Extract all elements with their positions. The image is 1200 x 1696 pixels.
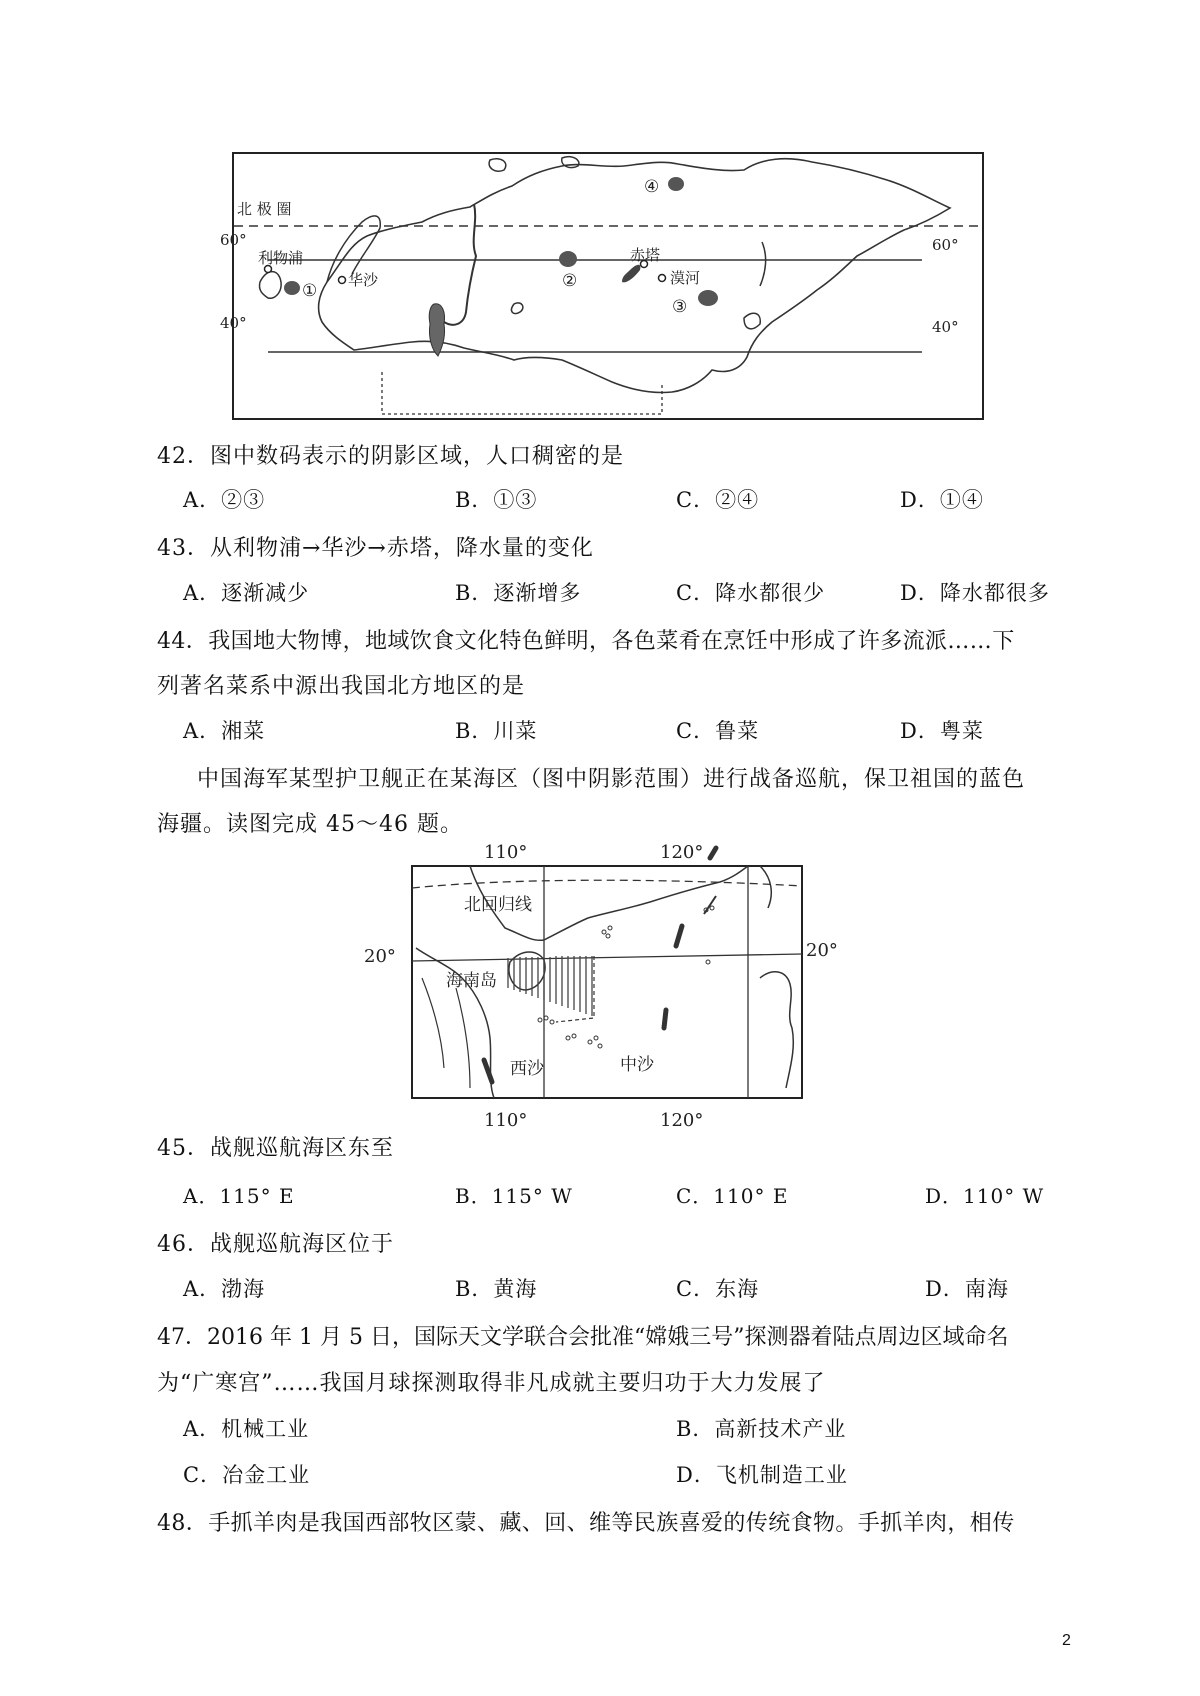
xisha-label: 西沙 [510, 1059, 544, 1079]
question-42-stem: 42．图中数码表示的阴影区域，人口稠密的是 [157, 444, 624, 469]
question-47-line2: 为“广寒宫”……我国月球探测取得非凡成就主要归功于大力发展了 [157, 1371, 826, 1396]
q46-option-c[interactable]: C．东海 [676, 1277, 760, 1301]
region-2-shade [559, 251, 577, 267]
lat40-left-label: 40° [220, 314, 247, 332]
q43-option-b[interactable]: B．逐渐增多 [455, 581, 582, 605]
q45-option-d[interactable]: D．110° W [925, 1184, 1045, 1208]
warsaw-marker [339, 277, 346, 284]
mohe-marker [659, 275, 666, 282]
mohe-label: 漠河 [670, 269, 701, 287]
question-45-stem: 45．战舰巡航海区东至 [157, 1136, 394, 1161]
q46-option-d[interactable]: D．南海 [925, 1277, 1009, 1301]
left-20-label: 20° [364, 946, 396, 967]
lat40-right-label: 40° [932, 318, 959, 336]
top-120-label: 120° [660, 842, 704, 863]
region-2-label: ② [562, 271, 578, 291]
q42-option-d[interactable]: D．①④ [900, 488, 984, 512]
question-43-stem: 43．从利物浦→华沙→赤塔，降水量的变化 [157, 536, 594, 561]
question-47-line1: 47．2016 年 1 月 5 日，国际天文学联合会批准“嫦娥三号”探测器着陆点周边区域命名 [157, 1325, 1009, 1350]
q45-option-b[interactable]: B．115° W [455, 1184, 573, 1208]
region-3-label: ③ [672, 297, 688, 317]
arctic-circle-label: 北 极 圈 [237, 200, 292, 218]
page-number: 2 [1062, 1632, 1071, 1649]
q42-option-b[interactable]: B．①③ [455, 488, 538, 512]
question-48-line1: 48．手抓羊肉是我国西部牧区蒙、藏、回、维等民族喜爱的传统食物。手抓羊肉，相传 [157, 1511, 1015, 1536]
q46-option-b[interactable]: B．黄海 [455, 1277, 538, 1301]
q47-option-d[interactable]: D．飞机制造工业 [676, 1463, 848, 1487]
warsaw-label: 华沙 [348, 271, 379, 289]
tropic-label: 北回归线 [464, 895, 532, 915]
intro-45-46-line2: 海疆。读图完成 45～46 题。 [157, 812, 463, 837]
right-20-label: 20° [806, 940, 838, 961]
lat60-left-label: 60° [220, 231, 247, 249]
region-3-shade [698, 290, 718, 306]
q42-option-c[interactable]: C．②④ [676, 488, 760, 512]
q47-option-c[interactable]: C．冶金工业 [183, 1463, 311, 1487]
q46-option-a[interactable]: A．渤海 [183, 1277, 266, 1301]
region-1-label: ① [302, 281, 318, 301]
region-4-shade [668, 177, 684, 191]
liverpool-label: 利物浦 [258, 249, 304, 267]
lat60-right-label: 60° [932, 236, 959, 254]
chita-label: 赤塔 [630, 246, 661, 264]
hainan-label: 海南岛 [446, 971, 497, 991]
q47-option-a[interactable]: A．机械工业 [183, 1417, 310, 1441]
region-1-shade [284, 281, 300, 295]
zhongsha-label: 中沙 [620, 1055, 654, 1075]
intro-45-46-line1: 中国海军某型护卫舰正在某海区（图中阴影范围）进行战备巡航，保卫祖国的蓝色 [197, 767, 1026, 792]
q43-option-d[interactable]: D．降水都很多 [900, 581, 1050, 605]
question-46-stem: 46．战舰巡航海区位于 [157, 1232, 394, 1257]
q43-option-c[interactable]: C．降水都很少 [676, 581, 826, 605]
q42-option-a[interactable]: A．②③ [183, 488, 266, 512]
south-china-sea-map [360, 838, 850, 1131]
q45-option-a[interactable]: A．115° E [183, 1184, 295, 1208]
q43-option-a[interactable]: A．逐渐减少 [183, 581, 310, 605]
region-4-label: ④ [644, 177, 660, 197]
bottom-110-label: 110° [484, 1110, 528, 1131]
bottom-120-label: 120° [660, 1110, 704, 1131]
q44-option-a[interactable]: A．湘菜 [183, 719, 266, 743]
question-44-line1: 44．我国地大物博，地域饮食文化特色鲜明，各色菜肴在烹饪中形成了许多流派……下 [157, 629, 1015, 654]
q44-option-b[interactable]: B．川菜 [455, 719, 538, 743]
q47-option-b[interactable]: B．高新技术产业 [676, 1417, 847, 1441]
eurasia-map [220, 152, 984, 420]
q44-option-d[interactable]: D．粤菜 [900, 719, 984, 743]
top-110-label: 110° [484, 842, 528, 863]
q44-option-c[interactable]: C．鲁菜 [676, 719, 760, 743]
q45-option-c[interactable]: C．110° E [676, 1184, 789, 1208]
question-44-line2: 列著名菜系中源出我国北方地区的是 [157, 674, 526, 699]
